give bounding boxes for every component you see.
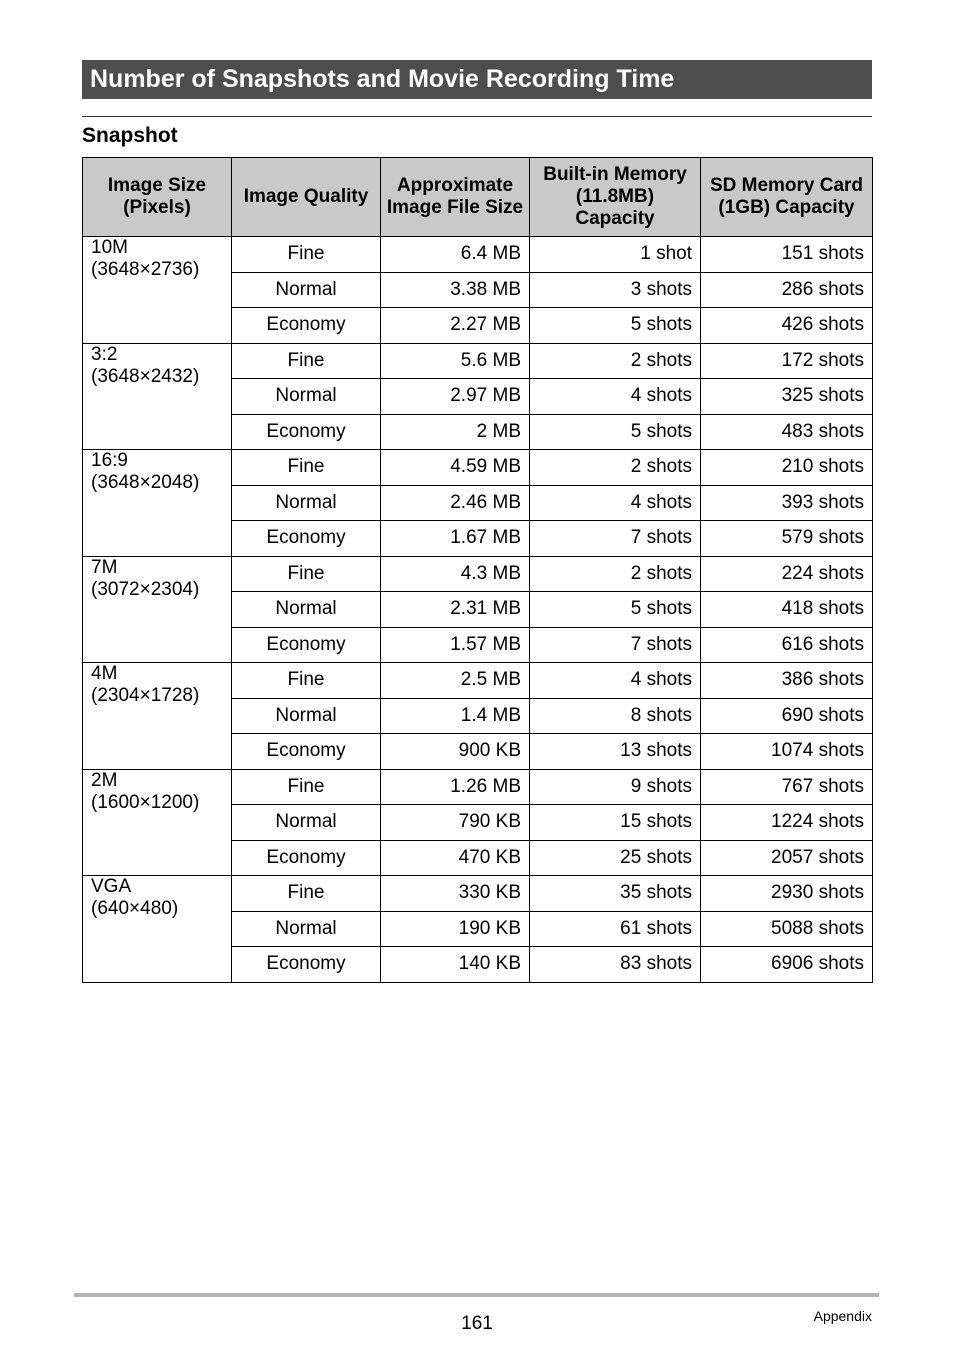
sd-capacity-cell: 386 shots <box>701 663 873 699</box>
header-builtin-capacity: Built-in Memory (11.8MB) Capacity <box>530 158 701 237</box>
file-size-cell: 3.38 MB <box>381 272 530 308</box>
sd-capacity-cell: 5088 shots <box>701 911 873 947</box>
footer-divider <box>74 1293 879 1297</box>
image-size-dimensions: (3648×2432) <box>91 365 200 387</box>
image-size-dimensions: (1600×1200) <box>91 791 200 813</box>
image-quality-cell: Economy <box>232 308 381 344</box>
builtin-capacity-cell: 5 shots <box>530 308 701 344</box>
builtin-capacity-cell: 2 shots <box>530 556 701 592</box>
sd-capacity-cell: 690 shots <box>701 698 873 734</box>
builtin-capacity-cell: 9 shots <box>530 769 701 805</box>
image-size-label: 16:9 <box>91 450 128 471</box>
image-quality-cell: Normal <box>232 805 381 841</box>
file-size-cell: 140 KB <box>381 947 530 983</box>
title-divider <box>82 116 872 117</box>
image-size-label: VGA <box>91 876 132 897</box>
image-quality-cell: Economy <box>232 840 381 876</box>
image-size-dimensions: (3072×2304) <box>91 578 200 600</box>
file-size-cell: 2.97 MB <box>381 379 530 415</box>
table-row <box>83 663 873 699</box>
file-size-cell: 2.27 MB <box>381 308 530 344</box>
file-size-cell: 2.46 MB <box>381 485 530 521</box>
sd-capacity-cell: 418 shots <box>701 592 873 628</box>
builtin-capacity-cell: 5 shots <box>530 414 701 450</box>
image-size-label: 7M <box>91 556 118 578</box>
header-sd-capacity: SD Memory Card (1GB) Capacity <box>701 158 873 237</box>
image-quality-cell: Normal <box>232 911 381 947</box>
image-quality-cell: Economy <box>232 627 381 663</box>
image-quality-cell: Normal <box>232 698 381 734</box>
image-quality-cell: Fine <box>232 663 381 699</box>
table-body <box>83 237 873 983</box>
builtin-capacity-cell: 83 shots <box>530 947 701 983</box>
builtin-capacity-cell: 1 shot <box>530 237 701 273</box>
image-size-dimensions: (2304×1728) <box>91 685 200 706</box>
image-size-cell <box>83 769 232 876</box>
builtin-capacity-cell: 2 shots <box>530 450 701 486</box>
sd-capacity-cell: 151 shots <box>701 237 873 273</box>
builtin-capacity-cell: 3 shots <box>530 272 701 308</box>
image-quality-cell: Economy <box>232 734 381 770</box>
file-size-cell: 330 KB <box>381 876 530 912</box>
table-row <box>83 450 873 486</box>
snapshot-table <box>82 157 873 983</box>
sd-capacity-cell: 616 shots <box>701 627 873 663</box>
sd-capacity-cell: 426 shots <box>701 308 873 344</box>
page-title: Number of Snapshots and Movie Recording Time <box>90 65 675 93</box>
file-size-cell: 4.59 MB <box>381 450 530 486</box>
file-size-cell: 2.5 MB <box>381 663 530 699</box>
header-file-size: Approximate Image File Size <box>381 158 530 237</box>
builtin-capacity-cell: 25 shots <box>530 840 701 876</box>
image-quality-cell: Normal <box>232 592 381 628</box>
section-title: Snapshot <box>82 124 178 147</box>
image-quality-cell: Normal <box>232 272 381 308</box>
image-quality-cell: Fine <box>232 450 381 486</box>
image-size-dimensions: (640×480) <box>91 898 179 919</box>
sd-capacity-cell: 325 shots <box>701 379 873 415</box>
page-title-bar <box>82 60 872 99</box>
sd-capacity-cell: 286 shots <box>701 272 873 308</box>
page-number: 161 <box>461 1313 493 1334</box>
builtin-capacity-cell: 4 shots <box>530 663 701 699</box>
image-size-label: 2M <box>91 769 118 791</box>
file-size-cell: 1.57 MB <box>381 627 530 663</box>
image-quality-cell: Fine <box>232 237 381 273</box>
table-row <box>83 769 873 805</box>
sd-capacity-cell: 767 shots <box>701 769 873 805</box>
builtin-capacity-cell: 7 shots <box>530 627 701 663</box>
image-size-label: 10M <box>91 237 128 258</box>
header-image-size: Image Size (Pixels) <box>83 158 232 237</box>
builtin-capacity-cell: 4 shots <box>530 485 701 521</box>
table-row <box>83 343 873 379</box>
header-image-quality: Image Quality <box>232 158 381 237</box>
sd-capacity-cell: 2057 shots <box>701 840 873 876</box>
image-size-cell <box>83 663 232 770</box>
sd-capacity-cell: 172 shots <box>701 343 873 379</box>
file-size-cell: 5.6 MB <box>381 343 530 379</box>
image-size-label: 3:2 <box>91 343 118 365</box>
builtin-capacity-cell: 2 shots <box>530 343 701 379</box>
image-size-cell <box>83 237 232 344</box>
table-row <box>83 237 873 273</box>
image-quality-cell: Fine <box>232 769 381 805</box>
image-size-label: 4M <box>91 663 118 684</box>
file-size-cell: 4.3 MB <box>381 556 530 592</box>
image-size-dimensions: (3648×2048) <box>91 472 200 493</box>
sd-capacity-cell: 2930 shots <box>701 876 873 912</box>
image-quality-cell: Fine <box>232 343 381 379</box>
builtin-capacity-cell: 7 shots <box>530 521 701 557</box>
sd-capacity-cell: 483 shots <box>701 414 873 450</box>
builtin-capacity-cell: 35 shots <box>530 876 701 912</box>
image-size-cell <box>83 450 232 557</box>
sd-capacity-cell: 210 shots <box>701 450 873 486</box>
image-size-cell <box>83 556 232 663</box>
image-quality-cell: Fine <box>232 556 381 592</box>
sd-capacity-cell: 224 shots <box>701 556 873 592</box>
table-header-row <box>83 158 873 237</box>
file-size-cell: 1.67 MB <box>381 521 530 557</box>
sd-capacity-cell: 6906 shots <box>701 947 873 983</box>
image-quality-cell: Economy <box>232 521 381 557</box>
builtin-capacity-cell: 13 shots <box>530 734 701 770</box>
image-size-dimensions: (3648×2736) <box>91 259 200 280</box>
image-quality-cell: Economy <box>232 414 381 450</box>
file-size-cell: 900 KB <box>381 734 530 770</box>
image-size-cell <box>83 876 232 983</box>
table-row <box>83 876 873 912</box>
file-size-cell: 790 KB <box>381 805 530 841</box>
image-quality-cell: Economy <box>232 947 381 983</box>
file-size-cell: 470 KB <box>381 840 530 876</box>
sd-capacity-cell: 1224 shots <box>701 805 873 841</box>
builtin-capacity-cell: 8 shots <box>530 698 701 734</box>
footer-section-label: Appendix <box>813 1308 872 1324</box>
builtin-capacity-cell: 61 shots <box>530 911 701 947</box>
file-size-cell: 1.4 MB <box>381 698 530 734</box>
sd-capacity-cell: 579 shots <box>701 521 873 557</box>
image-quality-cell: Normal <box>232 485 381 521</box>
builtin-capacity-cell: 15 shots <box>530 805 701 841</box>
file-size-cell: 6.4 MB <box>381 237 530 273</box>
file-size-cell: 2 MB <box>381 414 530 450</box>
file-size-cell: 2.31 MB <box>381 592 530 628</box>
file-size-cell: 190 KB <box>381 911 530 947</box>
builtin-capacity-cell: 5 shots <box>530 592 701 628</box>
table-row <box>83 556 873 592</box>
image-quality-cell: Fine <box>232 876 381 912</box>
sd-capacity-cell: 1074 shots <box>701 734 873 770</box>
image-quality-cell: Normal <box>232 379 381 415</box>
sd-capacity-cell: 393 shots <box>701 485 873 521</box>
file-size-cell: 1.26 MB <box>381 769 530 805</box>
builtin-capacity-cell: 4 shots <box>530 379 701 415</box>
image-size-cell <box>83 343 232 450</box>
